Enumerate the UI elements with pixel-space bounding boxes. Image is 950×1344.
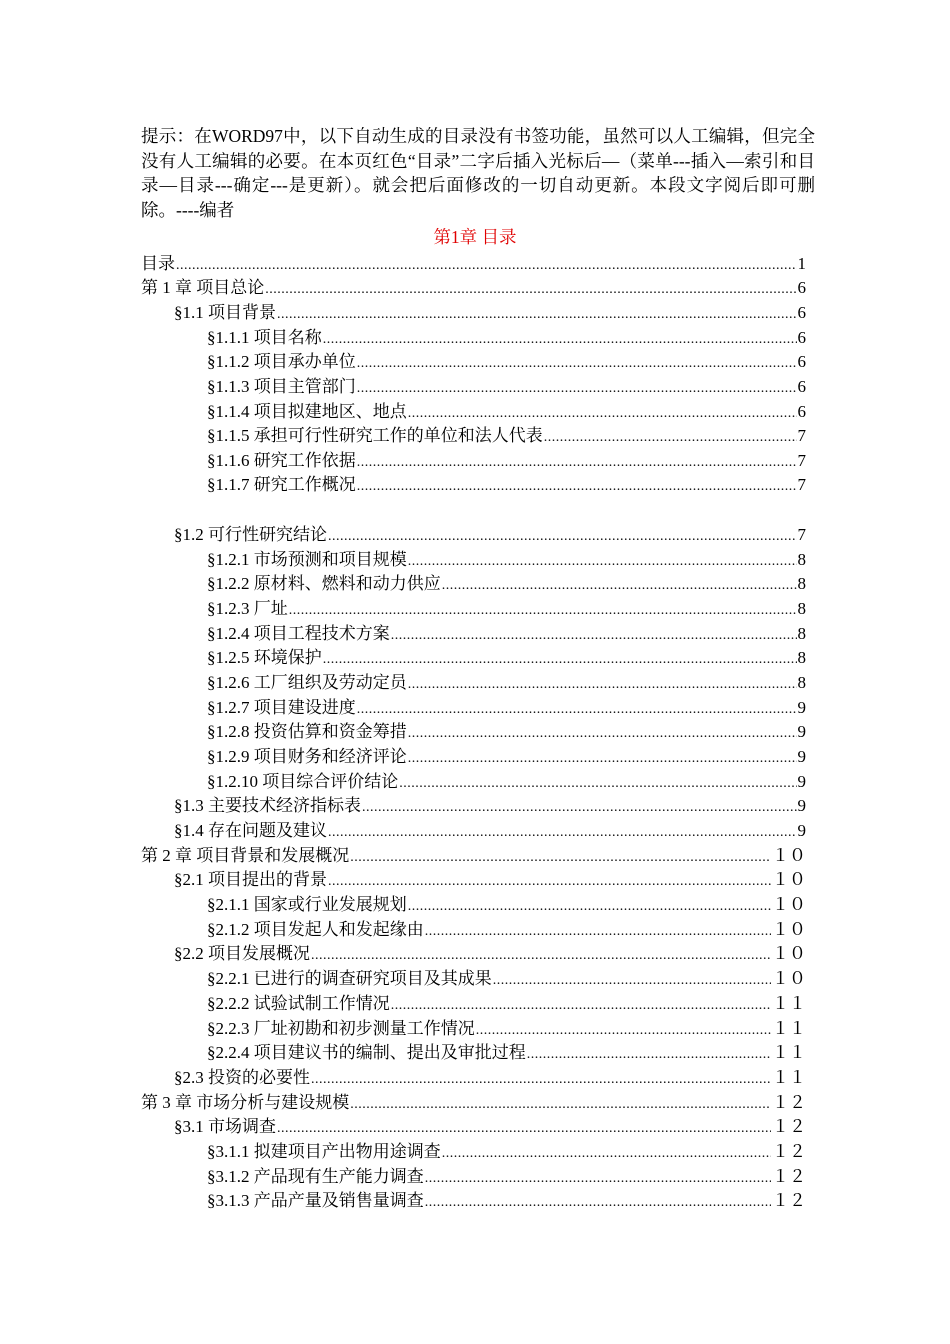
toc-page-number: 9 — [797, 722, 806, 741]
toc-page-number: 6 — [797, 402, 806, 421]
toc-entry-label: §1.2 可行性研究结论 — [174, 525, 327, 544]
toc-dot-leader — [476, 1019, 771, 1043]
toc-entry-label: 目录 — [141, 254, 175, 273]
toc-dot-leader — [265, 278, 796, 302]
toc-entry[interactable] — [141, 276, 806, 300]
toc-entry[interactable] — [141, 523, 806, 547]
toc-dot-leader — [408, 550, 797, 574]
toc-dot-leader — [408, 722, 797, 746]
toc-dot-leader — [357, 698, 797, 722]
toc-dot-leader — [277, 303, 797, 327]
toc-page-number: 9 — [797, 821, 806, 840]
toc-page-number: 8 — [797, 550, 806, 569]
toc-page-number: １１ — [772, 994, 806, 1013]
toc-entry-label: §2.3 投资的必要性 — [174, 1068, 310, 1087]
toc-page-number: 9 — [797, 698, 806, 717]
toc-entry[interactable] — [141, 301, 806, 325]
toc-entry[interactable] — [141, 1091, 806, 1115]
toc-entry[interactable] — [141, 770, 806, 794]
toc-entry[interactable] — [141, 252, 806, 276]
toc-page-number: 7 — [797, 475, 806, 494]
toc-entry-label: 第 2 章 项目背景和发展概况 — [141, 846, 350, 865]
toc-page-number: 6 — [797, 303, 806, 322]
toc-page-number: １２ — [772, 1117, 806, 1136]
toc-dot-leader — [176, 254, 797, 278]
toc-entry[interactable] — [141, 548, 806, 572]
toc-entry-label: §1.2.10 项目综合评价结论 — [207, 772, 399, 791]
toc-dot-leader — [323, 648, 797, 672]
toc-entry[interactable] — [141, 1066, 806, 1090]
toc-entry-label: §3.1 市场调查 — [174, 1117, 276, 1136]
toc-dot-leader — [425, 1167, 771, 1191]
toc-entry-label: §1.2.7 项目建设进度 — [207, 698, 356, 717]
toc-entry-label: §2.1.2 项目发起人和发起缘由 — [207, 920, 424, 939]
toc-page-number: 8 — [797, 574, 806, 593]
toc-page-number: 1 — [797, 254, 806, 273]
toc-dot-leader — [289, 599, 797, 623]
toc-dot-leader — [442, 1142, 771, 1166]
toc-entry-label: §2.2.3 厂址初勘和初步测量工作情况 — [207, 1019, 475, 1038]
toc-dot-leader — [527, 1043, 771, 1067]
toc-page-number: １２ — [772, 1142, 806, 1161]
toc-dot-leader — [357, 352, 797, 376]
toc-dot-leader — [350, 846, 771, 870]
toc-page-number: １２ — [772, 1167, 806, 1186]
toc-entry[interactable] — [141, 326, 806, 350]
toc-dot-leader — [357, 451, 797, 475]
toc-entry-label: §1.1.4 项目拟建地区、地点 — [207, 402, 407, 421]
toc-dot-leader — [425, 920, 771, 944]
toc-entry-label: §2.2.1 已进行的调查研究项目及其成果 — [207, 969, 492, 988]
toc-dot-leader — [493, 969, 771, 993]
toc-dot-leader — [277, 1117, 771, 1141]
toc-entry[interactable] — [141, 1140, 806, 1164]
toc-dot-leader — [399, 772, 796, 796]
toc-entry[interactable] — [141, 868, 806, 892]
toc-entry[interactable] — [141, 424, 806, 448]
toc-entry[interactable] — [141, 844, 806, 868]
toc-entry[interactable] — [141, 646, 806, 670]
toc-page-number: １０ — [772, 846, 806, 865]
toc-dot-leader — [544, 426, 797, 450]
toc-page-number: １０ — [772, 870, 806, 889]
toc-dot-leader — [408, 402, 797, 426]
toc-entry-label: §1.1 项目背景 — [174, 303, 276, 322]
toc-page-number: １０ — [772, 944, 806, 963]
toc-entry[interactable] — [141, 720, 806, 744]
toc-entry[interactable] — [141, 745, 806, 769]
toc-page-number: 8 — [797, 673, 806, 692]
toc-dot-leader — [408, 895, 771, 919]
toc-dot-leader — [425, 1191, 771, 1215]
toc-entry-label: §2.2.2 试验试制工作情况 — [207, 994, 390, 1013]
toc-page-number: １２ — [772, 1093, 806, 1112]
toc-dot-leader — [391, 624, 797, 648]
toc-entry[interactable] — [141, 942, 806, 966]
toc-entry-label: 第 1 章 项目总论 — [141, 278, 265, 297]
toc-entry[interactable] — [141, 918, 806, 942]
toc-page-number: 8 — [797, 599, 806, 618]
toc-page-number: １０ — [772, 920, 806, 939]
toc-dot-leader — [357, 377, 797, 401]
toc-dot-leader — [362, 796, 797, 820]
toc-page-number: １１ — [772, 1068, 806, 1087]
toc-entry-label: §1.2.3 厂址 — [207, 599, 288, 618]
toc-entry-label: §2.1 项目提出的背景 — [174, 870, 327, 889]
toc-entry[interactable] — [141, 1189, 806, 1213]
toc-page-number: 6 — [797, 278, 806, 297]
toc-entry[interactable] — [141, 449, 806, 473]
toc-dot-leader — [442, 574, 797, 598]
toc-entry[interactable] — [141, 893, 806, 917]
toc-entry[interactable] — [141, 597, 806, 621]
toc-dot-leader — [408, 747, 797, 771]
toc-entry-label: §3.1.3 产品产量及销售量调查 — [207, 1191, 424, 1210]
toc-page-number: 6 — [797, 328, 806, 347]
toc-entry-label: §1.2.4 项目工程技术方案 — [207, 624, 390, 643]
toc-dot-leader — [323, 328, 797, 352]
toc-page-number: １１ — [772, 1043, 806, 1062]
toc-dot-leader — [328, 870, 771, 894]
toc-page-number: １０ — [772, 895, 806, 914]
toc-entry[interactable] — [141, 967, 806, 991]
toc-entry[interactable] — [141, 350, 806, 374]
toc-page-number: 8 — [797, 648, 806, 667]
toc-entry[interactable] — [141, 400, 806, 424]
toc-page-number: 9 — [797, 747, 806, 766]
toc-entry-label: §1.1.1 项目名称 — [207, 328, 322, 347]
toc-entry-label: §2.1.1 国家或行业发展规划 — [207, 895, 407, 914]
toc-entry-label: §1.3 主要技术经济指标表 — [174, 796, 361, 815]
toc-dot-leader — [311, 944, 771, 968]
toc-dot-leader — [408, 673, 797, 697]
toc-page-number: １１ — [772, 1019, 806, 1038]
toc-page-number: 8 — [797, 624, 806, 643]
toc-entry-label: 第 3 章 市场分析与建设规模 — [141, 1093, 350, 1112]
editor-note: 提示：在WORD97中，以下自动生成的目录没有书签功能，虽然可以人工编辑，但完全没有人工编辑的必要。在本页红色“目录”二字后插入光标后—（菜单---插入—索引和目录—目录---确定---是更新）。就会把后面修改的一切自动更新。本段文字阅后即可删除。----编者 — [141, 126, 815, 220]
toc-entry[interactable] — [141, 375, 806, 399]
toc-dot-leader — [391, 994, 771, 1018]
toc-entry[interactable] — [141, 1017, 806, 1041]
toc-entry-label: §1.2.8 投资估算和资金筹措 — [207, 722, 407, 741]
toc-entry-label: §1.2.9 项目财务和经济评论 — [207, 747, 407, 766]
toc-entry[interactable] — [141, 1115, 806, 1139]
toc-entry[interactable] — [141, 696, 806, 720]
toc-entry-label: §1.2.5 环境保护 — [207, 648, 322, 667]
toc-entry[interactable] — [141, 572, 806, 596]
toc-dot-leader — [350, 1093, 771, 1117]
toc-page-number: １２ — [772, 1191, 806, 1210]
toc-dot-leader — [311, 1068, 771, 1092]
toc-entry-label: §1.4 存在问题及建议 — [174, 821, 327, 840]
toc-page-number: 6 — [797, 352, 806, 371]
toc-page-number: 7 — [797, 525, 806, 544]
toc-page-number: 7 — [797, 451, 806, 470]
toc-entry-label: §1.2.6 工厂组织及劳动定员 — [207, 673, 407, 692]
toc-dot-leader — [328, 821, 797, 845]
toc-entry-label: §1.1.7 研究工作概况 — [207, 475, 356, 494]
toc-entry[interactable] — [141, 473, 806, 497]
toc-entry-label: §3.1.2 产品现有生产能力调查 — [207, 1167, 424, 1186]
toc-page-number: 6 — [797, 377, 806, 396]
toc-entry[interactable] — [141, 622, 806, 646]
toc-entry-label: §1.2.1 市场预测和项目规模 — [207, 550, 407, 569]
toc-entry-label: §1.1.6 研究工作依据 — [207, 451, 356, 470]
toc-page-number: 7 — [797, 426, 806, 445]
toc-entry-label: §2.2.4 项目建议书的编制、提出及审批过程 — [207, 1043, 526, 1062]
toc-entry-label: §2.2 项目发展概况 — [174, 944, 310, 963]
toc-entry[interactable] — [141, 819, 806, 843]
toc-entry-label: §1.2.2 原材料、燃料和动力供应 — [207, 574, 441, 593]
toc-dot-leader — [328, 525, 797, 549]
toc-dot-leader — [357, 475, 797, 499]
toc-title: 第1章 目录 — [433, 227, 517, 247]
toc-entry[interactable] — [141, 1041, 806, 1065]
toc-page-number: 9 — [797, 772, 806, 791]
toc-entry[interactable] — [141, 1165, 806, 1189]
toc-entry[interactable] — [141, 794, 806, 818]
toc-entry[interactable] — [141, 992, 806, 1016]
toc-entry-label: §1.1.5 承担可行性研究工作的单位和法人代表 — [207, 426, 543, 445]
toc-entry-label: §1.1.3 项目主管部门 — [207, 377, 356, 396]
toc-entry[interactable] — [141, 671, 806, 695]
toc-page-number: 9 — [797, 796, 806, 815]
toc-entry-label: §1.1.2 项目承办单位 — [207, 352, 356, 371]
toc-page-number: １０ — [772, 969, 806, 988]
toc-entry-label: §3.1.1 拟建项目产出物用途调查 — [207, 1142, 441, 1161]
